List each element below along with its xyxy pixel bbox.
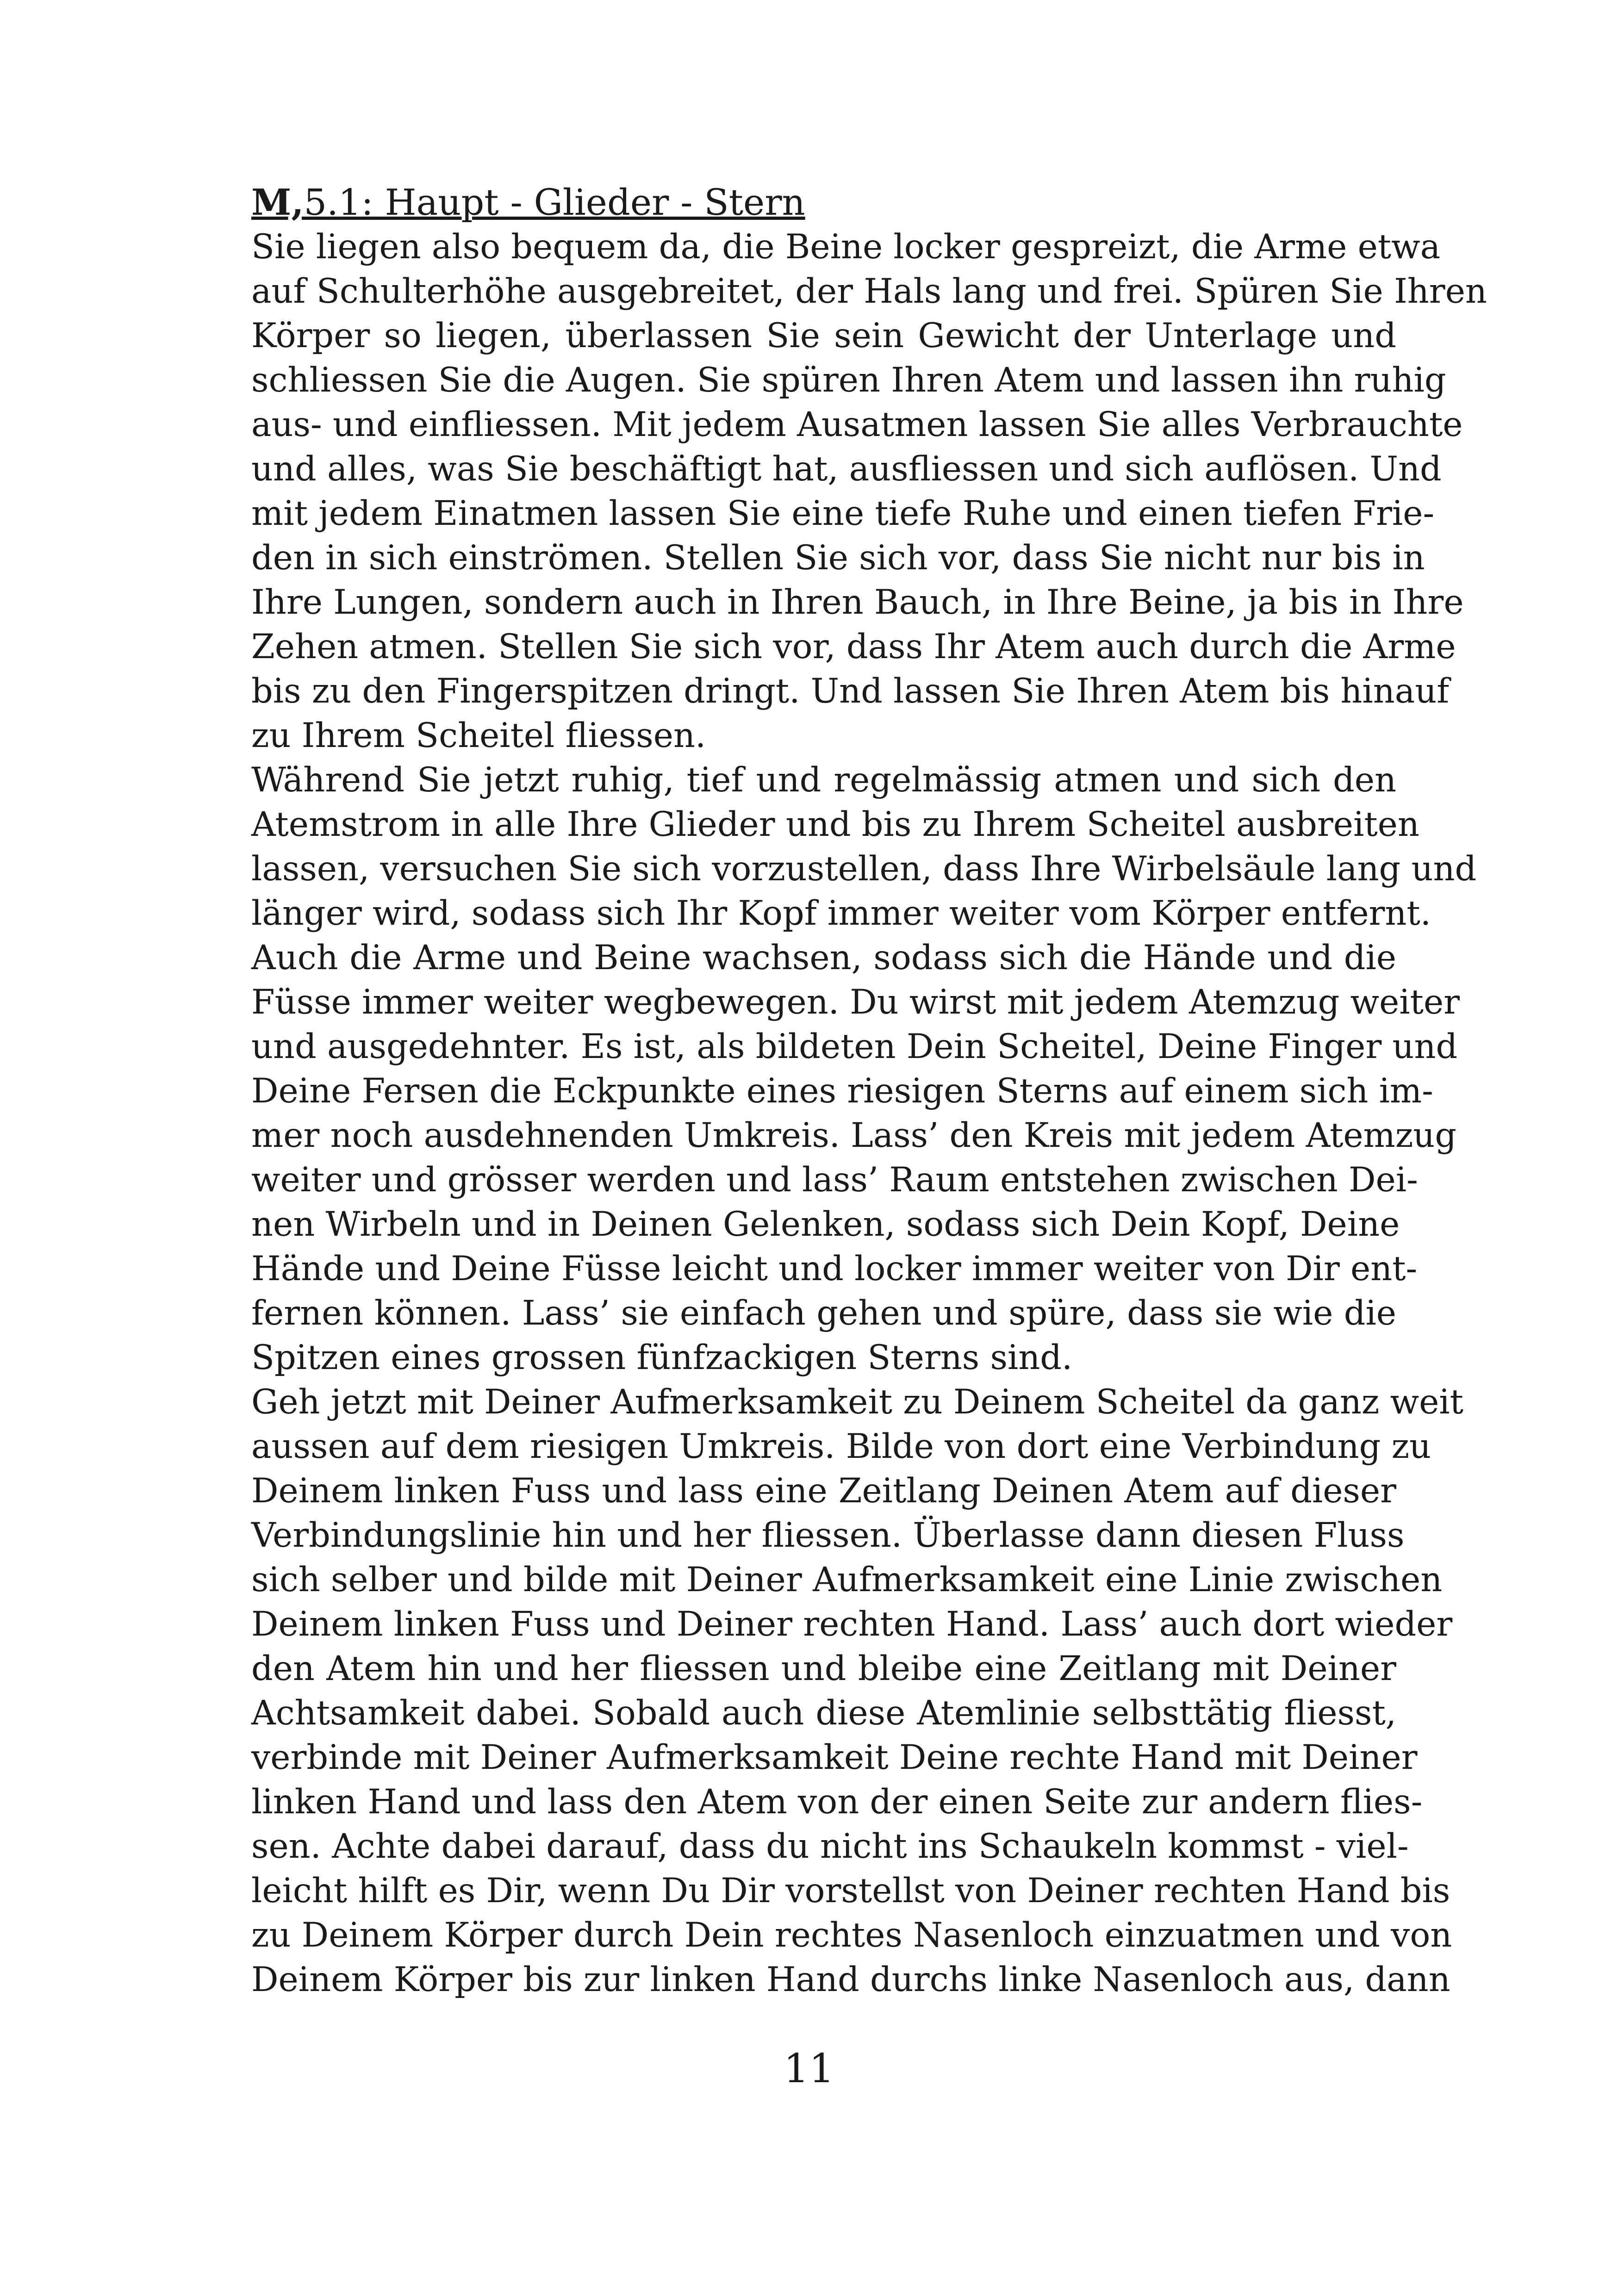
section-heading — [251, 180, 1396, 225]
text-line: mit jedem Einatmen lassen Sie eine tiefe Ruhe und einen tiefen Frie- — [251, 494, 1435, 533]
page-content — [251, 180, 1487, 2002]
text-line: weiter und grösser werden und lass’ Raum entstehen zwischen Dei- — [251, 1160, 1418, 1200]
paragraph — [251, 758, 1477, 936]
text-line: leicht hilft es Dir, wenn Du Dir vorstellst von Deiner rechten Hand bis — [251, 1871, 1450, 1910]
text-line: Während Sie jetzt ruhig, tief und regelmässig atmen und sich den — [251, 760, 1396, 800]
text-line: und alles, was Sie beschäftigt hat, ausfliessen und sich auflösen. Und — [251, 449, 1442, 489]
text-line: linken Hand und lass den Atem von der einen Seite zur andern flies- — [251, 1782, 1423, 1822]
text-line: Auch die Arme und Beine wachsen, sodass sich die Hände und die — [251, 938, 1396, 977]
page-number: 11 — [784, 2046, 834, 2092]
paragraph — [251, 1380, 1463, 2002]
text-line: Achtsamkeit dabei. Sobald auch diese Atemlinie selbsttätig fliesst, — [251, 1693, 1396, 1733]
text-line: nen Wirbeln und in Deinen Gelenken, sodass sich Dein Kopf, Deine — [251, 1205, 1400, 1244]
text-line: den in sich einströmen. Stellen Sie sich vor, dass Sie nicht nur bis in — [251, 538, 1425, 578]
text-line: Deinem linken Fuss und lass eine Zeitlang Deinen Atem auf dieser — [251, 1471, 1396, 1511]
text-line: zu Deinem Körper durch Dein rechtes Nasenloch einzuatmen und von — [251, 1916, 1452, 1955]
text-line: Spitzen eines grossen fünfzackigen Sterns sind. — [251, 1338, 1073, 1377]
section-code: M, — [251, 181, 304, 224]
text-line: aus- und einfliessen. Mit jedem Ausatmen lassen Sie alles Verbrauchte — [251, 405, 1463, 444]
text-line: Deinem linken Fuss und Deiner rechten Hand. Lass’ auch dort wieder — [251, 1605, 1453, 1644]
text-line: verbinde mit Deiner Aufmerksamkeit Deine rechte Hand mit Deiner — [251, 1738, 1418, 1777]
section-title: 5.1: Haupt - Glieder - Stern — [304, 182, 805, 224]
text-line: Füsse immer weiter wegbewegen. Du wirst mit jedem Atemzug weiter — [251, 983, 1460, 1022]
text-line: sich selber und bilde mit Deiner Aufmerksamkeit eine Linie zwischen — [251, 1560, 1443, 1599]
text-line: bis zu den Fingerspitzen dringt. Und lassen Sie Ihren Atem bis hinauf — [251, 672, 1450, 711]
text-line: länger wird, sodass sich Ihr Kopf immer weiter vom Körper entfernt. — [251, 894, 1431, 933]
text-line: auf Schulterhöhe ausgebreitet, der Hals lang und frei. Spüren Sie Ihren — [251, 272, 1487, 311]
text-line: schliessen Sie die Augen. Sie spüren Ihren Atem und lassen ihn ruhig — [251, 361, 1446, 400]
text-line: den Atem hin und her fliessen und bleibe eine Zeitlang mit Deiner — [251, 1649, 1396, 1688]
text-line: Ihre Lungen, sondern auch in Ihren Bauch, in Ihre Beine, ja bis in Ihre — [251, 583, 1464, 622]
text-line: Deine Fersen die Eckpunkte eines riesigen Sterns auf einem sich im- — [251, 1071, 1433, 1111]
text-line: zu Ihrem Scheitel fliessen. — [251, 716, 706, 755]
text-line: Hände und Deine Füsse leicht und locker immer weiter von Dir ent- — [251, 1249, 1418, 1288]
text-line: und ausgedehnter. Es ist, als bildeten Dein Scheitel, Deine Finger und — [251, 1027, 1458, 1066]
text-line: aussen auf dem riesigen Umkreis. Bilde von dort eine Verbindung zu — [251, 1427, 1431, 1466]
text-line: sen. Achte dabei darauf, dass du nicht ins Schaukeln kommst - viel- — [251, 1827, 1409, 1866]
text-line: mer noch ausdehnenden Umkreis. Lass’ den Kreis mit jedem Atemzug — [251, 1116, 1457, 1155]
text-line: Atemstrom in alle Ihre Glieder und bis zu Ihrem Scheitel ausbreiten — [251, 805, 1419, 844]
body-text — [251, 225, 1487, 2002]
text-line: Deinem Körper bis zur linken Hand durchs linke Nasenloch aus, dann — [251, 1960, 1450, 1999]
text-line: Verbindungslinie hin und her fliessen. Überlasse dann diesen Fluss — [251, 1516, 1405, 1555]
paragraph — [251, 225, 1487, 758]
text-line: Körper so liegen, überlassen Sie sein Gewicht der Unterlage und — [251, 316, 1396, 355]
text-line: lassen, versuchen Sie sich vorzustellen, dass Ihre Wirbelsäule lang und — [251, 849, 1477, 889]
text-line: Zehen atmen. Stellen Sie sich vor, dass Ihr Atem auch durch die Arme — [251, 627, 1456, 666]
text-line: fernen können. Lass’ sie einfach gehen und spüre, dass sie wie die — [251, 1294, 1396, 1333]
text-line: Geh jetzt mit Deiner Aufmerksamkeit zu Deinem Scheitel da ganz weit — [251, 1382, 1463, 1422]
paragraph — [251, 936, 1460, 1380]
text-line: Sie liegen also bequem da, die Beine locker gespreizt, die Arme etwa — [251, 227, 1441, 267]
